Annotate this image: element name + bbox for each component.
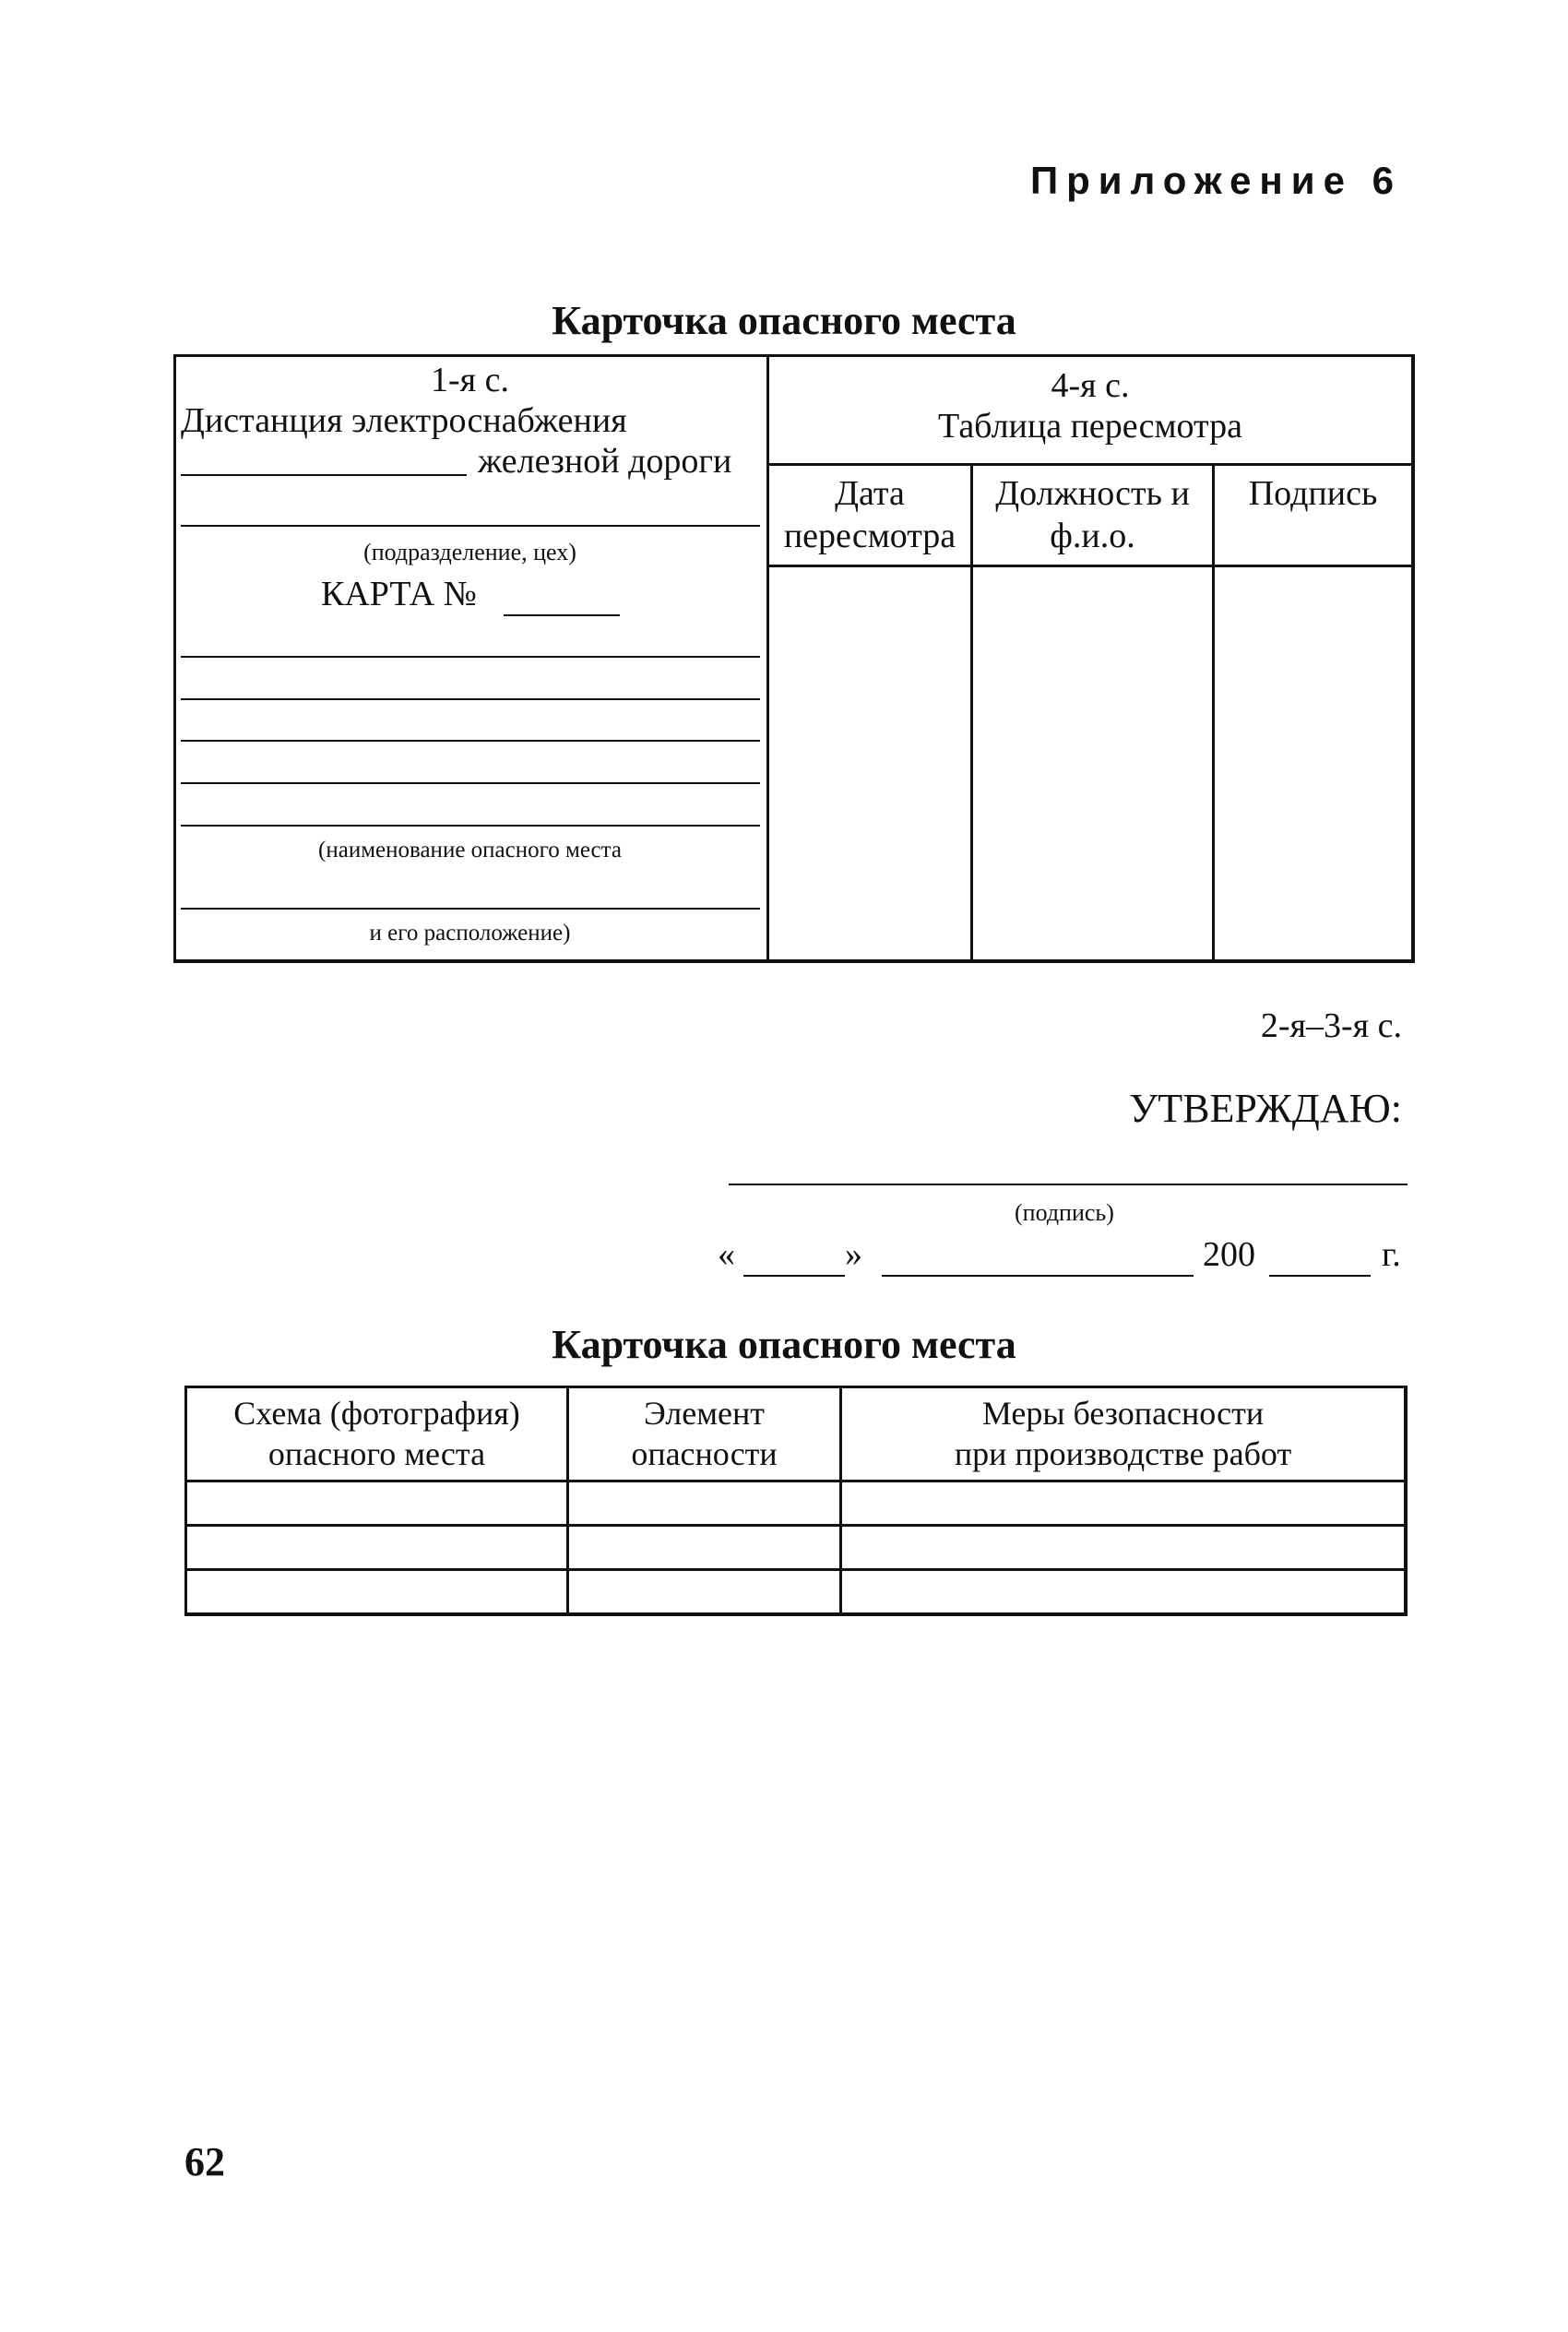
signature-line[interactable] (729, 1184, 1408, 1185)
card2-col-hazard-line2: опасности (631, 1435, 778, 1472)
signature-caption: (подпись) (1015, 1199, 1114, 1226)
card2-border-right (1404, 1386, 1408, 1616)
year-blank[interactable] (1269, 1275, 1371, 1277)
card1-border-right (1411, 354, 1415, 963)
card2-col-measures (842, 1393, 1404, 1474)
card2-table (184, 1386, 1408, 1616)
approve-heading: УТВЕРЖДАЮ: (1129, 1086, 1402, 1131)
card2-col-measures-line2: при производстве работ (954, 1435, 1292, 1472)
card1-title: Карточка опасного места (552, 298, 1016, 343)
card2-border-bottom (184, 1612, 1408, 1616)
revision-cell-date[interactable] (769, 567, 970, 959)
open-quote: « (718, 1235, 735, 1274)
location-caption: и его расположение) (369, 921, 571, 946)
card2-col-scheme-line1: Схема (фотография) (233, 1395, 520, 1432)
card2-border-top (184, 1386, 1408, 1388)
card2-col-scheme (187, 1393, 566, 1474)
left-page-label: 1-я с. (431, 361, 509, 399)
revision-col-signature-line1: Подпись (1248, 474, 1378, 513)
revision-col-position-line1: Должность и (995, 474, 1190, 513)
card1-border-bottom (173, 959, 1415, 963)
location-line[interactable] (181, 908, 760, 910)
appendix-heading: Приложение 6 (1029, 159, 1402, 202)
name-caption: (наименование опасного места (318, 838, 622, 863)
revision-col-signature (1215, 472, 1411, 515)
revision-col-date-line2: пересмотра (783, 517, 956, 555)
revision-cell-signature[interactable] (1215, 567, 1411, 959)
org-line2: железной дороги (478, 442, 732, 481)
hazard-line-1[interactable] (181, 656, 760, 658)
card1-border-top (173, 354, 1415, 357)
card2-header-bottom (184, 1480, 1408, 1482)
card2-title: Карточка опасного места (552, 1322, 1016, 1367)
revision-table-title: Таблица пересмотра (938, 407, 1242, 446)
org-line1: Дистанция электроснабжения (181, 401, 627, 440)
hazard-line-5[interactable] (181, 825, 760, 827)
card2-row-line-2 (184, 1568, 1408, 1571)
year-prefix: 200 (1203, 1235, 1255, 1274)
card2-col-measures-line1: Меры безопасности (981, 1395, 1265, 1432)
subdivision-caption: (подразделение, цех) (363, 539, 576, 565)
revision-header-top (769, 463, 1411, 466)
revision-col-date-line1: Дата (835, 474, 905, 513)
day-blank[interactable] (743, 1275, 845, 1277)
card2-col-scheme-line2: опасного места (267, 1435, 486, 1472)
month-blank[interactable] (882, 1275, 1194, 1277)
railway-name-blank[interactable] (181, 474, 467, 476)
subdivision-blank[interactable] (181, 525, 760, 527)
card2-col-hazard-line1: Элемент (644, 1395, 765, 1432)
revision-col-date (769, 472, 970, 557)
revision-cell-position[interactable] (973, 567, 1212, 959)
year-suffix: г. (1382, 1235, 1401, 1274)
revision-col-position-line2: ф.и.о. (1050, 517, 1135, 555)
map-label: КАРТА № (321, 575, 477, 613)
hazard-line-4[interactable] (181, 782, 760, 784)
revision-col-position (973, 472, 1212, 557)
hazard-line-2[interactable] (181, 698, 760, 700)
card2-col-hazard (569, 1393, 839, 1474)
hazard-line-3[interactable] (181, 740, 760, 742)
card1-frame (173, 354, 1415, 963)
right-page-label: 4-я с. (1051, 366, 1130, 405)
card1-border-left (173, 354, 176, 963)
map-number-blank[interactable] (504, 614, 620, 616)
card2-row-line-1 (184, 1524, 1408, 1527)
pages-label: 2-я–3-я с. (1260, 1006, 1402, 1045)
page-number: 62 (184, 2139, 225, 2184)
close-quote: » (845, 1235, 862, 1274)
